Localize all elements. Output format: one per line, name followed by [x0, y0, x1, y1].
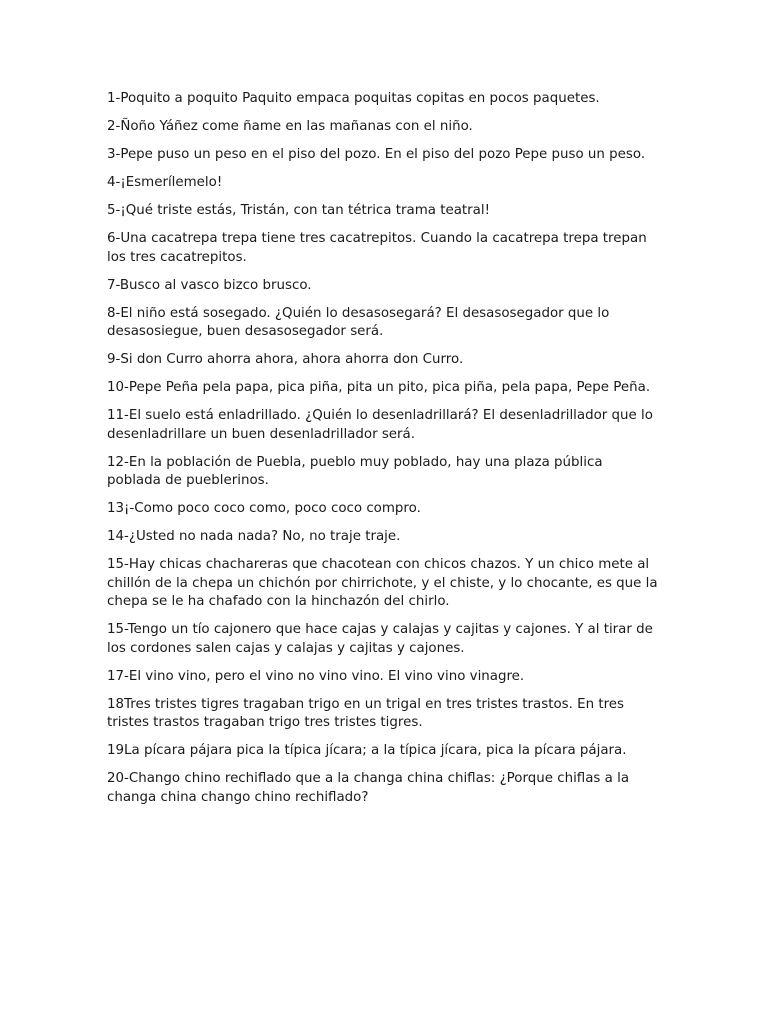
paragraph-10: 10-Pepe Peña pela papa, pica piña, pita un pito, pica piña, pela papa, Pepe Peña.: [107, 380, 651, 395]
paragraph-12: 12-En la población de Puebla, pueblo muy poblado, hay una plaza pública poblada de pueblerinos.: [107, 454, 603, 488]
paragraph-11: 11-El suelo está enladrillado. ¿Quién lo desenladrillará? El desenladrillador que lo desenladrillare un buen desenladrillador será.: [107, 408, 653, 442]
paragraph-19: 19La pícara pájara pica la típica jícara; a la típica jícara, pica la pícara pájara.: [107, 743, 627, 758]
paragraph-9: 9-Si don Curro ahorra ahora, ahora ahorra don Curro.: [107, 352, 464, 367]
paragraph-6: 6-Una cacatrepa trepa tiene tres cacatrepitos. Cuando la cacatrepa trepa trepan los tres cacatrepitos.: [107, 231, 647, 265]
paragraph-2: 2-Ñoño Yáñez come ñame en las mañanas con el niño.: [107, 119, 473, 134]
paragraph-17: 17-El vino vino, pero el vino no vino vino. El vino vino vinagre.: [107, 668, 525, 684]
paragraph-15: 15-Hay chicas chachareras que chacotean con chicos chazos. Y un chico mete al chillón de la chepa un chichón por chirrichote, y el chiste, y lo chocante, es que la chepa se le ha chafado con la hinchazón del chirlo.: [107, 557, 658, 609]
paragraph-8: 8-El niño está sosegado. ¿Quién lo desasosegará? El desasosegador que lo desasosiegue, buen desasosegador será.: [107, 305, 610, 339]
paragraph-4: 4-¡Esmerílemelo!: [107, 175, 223, 190]
paragraph-7: 7-Busco al vasco bizco brusco.: [107, 277, 312, 293]
paragraph-1: 1-Poquito a poquito Paquito empaca poquitas copitas en pocos paquetes.: [107, 91, 600, 106]
paragraph-14: 14-¿Usted no nada nada? No, no traje traje.: [107, 529, 401, 544]
paragraph-3: 3-Pepe puso un peso en el piso del pozo. En el piso del pozo Pepe puso un peso.: [107, 147, 646, 162]
paragraph-5: 5-¡Qué triste estás, Tristán, con tan tétrica trama teatral!: [107, 203, 490, 218]
paragraph-13: 13¡-Como poco coco como, poco coco compro.: [107, 501, 421, 516]
paragraph-18: 18Tres tristes tigres tragaban trigo en un trigal en tres tristes trastos. En tres tristes trastos tragaban trigo tres tristes tigres.: [107, 696, 625, 730]
tongue-twister-list: [107, 90, 659, 817]
paragraph-16: 15-Tengo un tío cajonero que hace cajas y calajas y cajitas y cajones. Y al tirar de los cordones salen cajas y calajas y cajitas y cajones.: [107, 622, 653, 656]
paragraph-20: 20-Chango chino rechiflado que a la changa china chiflas: ¿Porque chiflas a la changa china chango chino rechiflado?: [107, 771, 630, 805]
